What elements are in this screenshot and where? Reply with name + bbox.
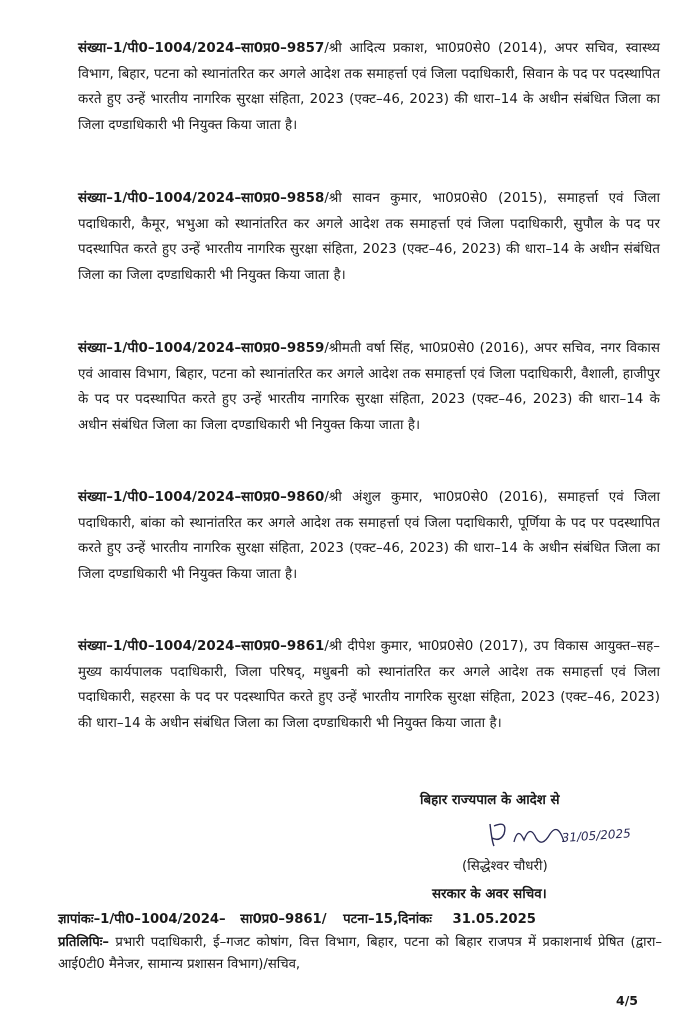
- order-paragraph: [78, 634, 660, 736]
- order-text: /श्री दीपेश कुमार, भा0प्र0से0 (2017), उप विकास आयुक्त–सह–मुख्य कार्यपालक पदाधिकारी, जिला परिषद्, मधुबनी को स्थानांतरित कर अगले आदेश तक समाहर्त्ता एवं जिला पदाधिकारी, सहरसा के पद पर पदस्थापित करते हुए उन्हें भारतीय नागरिक सुरक्षा संहिता, 2023 (एक्ट–46, 2023) की धारा–14 के अधीन संबंधित जिला का जिला दण्डाधिकारी भी नियुक्त किया जाता है।: [78, 639, 660, 731]
- memo-label: ज्ञापांकः–1/पी0–1004/2024–: [58, 912, 226, 927]
- memo-date-label: दिनांकः: [397, 912, 432, 927]
- order-paragraph: [78, 336, 660, 438]
- memo-ref: सा0प्र0–9861/: [240, 912, 327, 927]
- order-number: संख्या–1/पी0–1004/2024–सा0प्र0–9861: [78, 639, 325, 654]
- signatory-name: (सिद्धेश्वर चौधरी): [462, 859, 548, 874]
- order-number: संख्या–1/पी0–1004/2024–सा0प्र0–9857: [78, 41, 325, 56]
- order-text: /श्री आदित्य प्रकाश, भा0प्र0से0 (2014), अपर सचिव, स्वास्थ्य विभाग, बिहार, पटना को स्थानांतरित कर अगले आदेश तक समाहर्त्ता एवं जिला पदाधिकारी, सिवान के पद पर पदस्थापित करते हुए उन्हें भारतीय नागरिक सुरक्षा संहिता, 2023 (एक्ट–46, 2023) की धारा–14 के अधीन संबंधित जिला का जिला दण्डाधिकारी भी नियुक्त किया जाता है।: [78, 41, 660, 133]
- order-text: /श्री अंशुल कुमार, भा0प्र0से0 (2016), समाहर्त्ता एवं जिला पदाधिकारी, बांका को स्थानांतरित कर अगले आदेश तक समाहर्त्ता एवं जिला पदाधिकारी, पूर्णिया के पद पर पदस्थापित करते हुए उन्हें भारतीय नागरिक सुरक्षा संहिता, 2023 (एक्ट–46, 2023) की धारा–14 के अधीन संबंधित जिला का जिला दण्डाधिकारी भी नियुक्त किया जाता है।: [78, 490, 660, 582]
- signatory-title: सरकार के अवर सचिव।: [432, 887, 547, 902]
- page-number: 4/5: [616, 993, 638, 1008]
- memo-place: पटना–15,: [343, 912, 398, 927]
- memo-date: 31.05.2025: [452, 912, 536, 927]
- order-text: /श्रीमती वर्षा सिंह, भा0प्र0से0 (2016), अपर सचिव, नगर विकास एवं आवास विभाग, बिहार, पटना को स्थानांतरित कर अगले आदेश तक समाहर्त्ता एवं जिला पदाधिकारी, वैशाली, हाजीपुर के पद पर पदस्थापित करते हुए उन्हें भारतीय नागरिक सुरक्षा संहिता, 2023 (एक्ट–46, 2023) की धारा–14 के अधीन संबंधित जिला का जिला दण्डाधिकारी भी नियुक्त किया जाता है।: [78, 341, 660, 433]
- copy-to-paragraph: [58, 932, 662, 976]
- governor-order-line: बिहार राज्यपाल के आदेश से: [420, 793, 560, 808]
- signature-date: 31/05/2025: [561, 826, 632, 845]
- order-paragraph: [78, 485, 660, 587]
- memo-reference-line: [58, 909, 662, 931]
- copy-label: प्रतिलिपिः–: [58, 935, 109, 950]
- order-number: संख्या–1/पी0–1004/2024–सा0प्र0–9859: [78, 341, 325, 356]
- order-paragraph: [78, 186, 660, 288]
- order-paragraph: [78, 36, 660, 138]
- copy-text: प्रभारी पदाधिकारी, ई–गजट कोषांग, वित्त विभाग, बिहार, पटना को बिहार राजपत्र में प्रकाशनार्थ प्रेषित (द्वारा– आई0टी0 मैनेजर, सामान्य प्रशासन विभाग)/सचिव,: [58, 935, 662, 972]
- order-number: संख्या–1/पी0–1004/2024–सा0प्र0–9860: [78, 490, 325, 505]
- order-number: संख्या–1/पी0–1004/2024–सा0प्र0–9858: [78, 191, 325, 206]
- order-text: /श्री सावन कुमार, भा0प्र0से0 (2015), समाहर्त्ता एवं जिला पदाधिकारी, कैमूर, भभुआ को स्थानांतरित कर अगले आदेश तक समाहर्त्ता एवं जिला पदाधिकारी, सुपौल के पद पर पदस्थापित करते हुए उन्हें भारतीय नागरिक सुरक्षा संहिता, 2023 (एक्ट–46, 2023) की धारा–14 के अधीन संबंधित जिला का जिला दण्डाधिकारी भी नियुक्त किया जाता है।: [78, 191, 660, 283]
